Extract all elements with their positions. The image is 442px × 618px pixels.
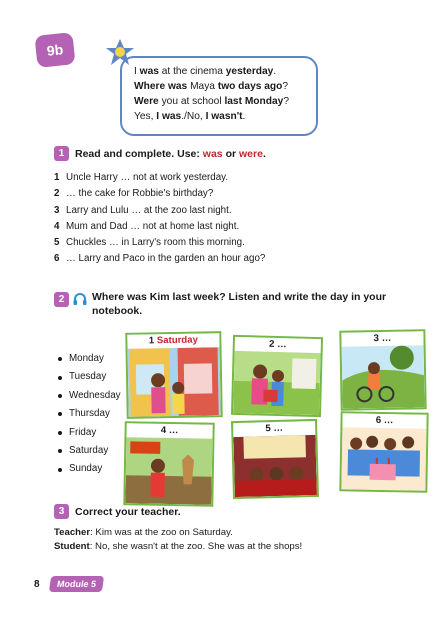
- item-number: 3: [54, 204, 60, 216]
- text: Where was Kim last week? Listen and write the day in your: [92, 291, 387, 303]
- list-item: [54, 170, 374, 186]
- picture-number: 3: [373, 333, 380, 345]
- text: Yes,: [134, 111, 157, 122]
- grammar-line-3: [134, 94, 308, 109]
- picture-number: 6: [375, 414, 382, 426]
- text: Read and complete. Use:: [75, 147, 203, 160]
- grammar-star-icon: [104, 37, 136, 69]
- text: yesterday: [225, 66, 274, 77]
- picture-label: [342, 413, 426, 428]
- day-item: Tuesday: [58, 368, 121, 386]
- lesson-number: 9b: [46, 41, 64, 59]
- exercise-1-title: [75, 148, 266, 160]
- exercise-number: 2: [54, 292, 69, 307]
- picture-day: …: [168, 424, 179, 437]
- text: was: [139, 66, 159, 77]
- picture-number: 5: [265, 423, 271, 435]
- text: ?: [283, 96, 289, 107]
- teacher-line: [54, 526, 302, 540]
- list-item: [54, 219, 374, 235]
- text: you at school: [158, 96, 225, 107]
- exercise-2-heading: [54, 290, 386, 318]
- list-item: [54, 251, 374, 267]
- text: I was: [156, 111, 182, 122]
- item-text: … Larry and Paco in the garden an hour ago?: [66, 253, 266, 265]
- text: or: [222, 147, 239, 160]
- text: notebook.: [92, 305, 143, 317]
- grammar-line-1: [134, 64, 308, 79]
- picture-day: …: [383, 414, 394, 427]
- keyword: were: [239, 147, 263, 160]
- text: Where was: [134, 81, 188, 92]
- list-item: [54, 186, 374, 202]
- list-item: [54, 235, 374, 251]
- exercise-3-heading: [54, 504, 181, 519]
- headphones-icon: [72, 291, 88, 307]
- picture-day: Saturday: [156, 334, 199, 347]
- item-text: Larry and Lulu … at the zoo last night.: [66, 204, 232, 216]
- picture-1-shops: [125, 331, 222, 419]
- day-item: Friday: [58, 424, 121, 442]
- picture-number: 4: [160, 424, 167, 436]
- day-item: Monday: [58, 350, 121, 368]
- picture-day: …: [276, 338, 287, 351]
- grammar-line-2: [134, 79, 308, 94]
- picture-6-party: [339, 411, 428, 493]
- student-line: [54, 540, 302, 554]
- exercise-3-title: Correct your teacher.: [75, 505, 181, 518]
- picture-label: [126, 423, 212, 438]
- picture-4-zoo: [123, 421, 214, 507]
- list-item: [54, 203, 374, 219]
- dialogue: [54, 526, 302, 553]
- speech-text: : Kim was at the zoo on Saturday.: [90, 527, 233, 538]
- picture-day: …: [273, 422, 284, 435]
- item-number: 5: [54, 237, 60, 249]
- picture-label: [235, 337, 321, 353]
- picture-number: 1: [148, 335, 155, 347]
- speaker-label: Student: [54, 540, 90, 552]
- item-number: 2: [54, 188, 60, 200]
- page-number: 8: [34, 578, 40, 590]
- exercise-number: 1: [54, 146, 69, 161]
- day-item: Thursday: [58, 405, 121, 423]
- text: Were: [134, 96, 159, 107]
- text: .: [262, 147, 266, 160]
- item-text: Chuckles … in Larry's room this morning.: [66, 237, 245, 249]
- speaker-label: Teacher: [54, 527, 91, 538]
- text: last Monday: [224, 96, 284, 107]
- day-item: Sunday: [58, 460, 121, 478]
- exercise-1-list: [54, 170, 374, 268]
- days-list: [58, 350, 121, 479]
- day-item: Wednesday: [58, 387, 121, 405]
- picture-label: [233, 421, 315, 437]
- picture-5-cinema: [231, 419, 319, 499]
- keyword: was: [202, 147, 223, 160]
- item-text: Mum and Dad … not at home last night.: [66, 220, 240, 232]
- exercise-number: 3: [54, 504, 69, 519]
- exercise-2-title: [92, 290, 386, 318]
- picture-2-birthday: [231, 335, 323, 417]
- text: .: [242, 111, 246, 122]
- text: ?: [282, 81, 289, 92]
- item-number: 4: [54, 220, 60, 232]
- day-item: Saturday: [58, 442, 121, 460]
- text: Maya: [187, 81, 218, 92]
- module-label: Module 5: [48, 576, 103, 592]
- text: .: [273, 66, 277, 77]
- lesson-badge: [34, 32, 75, 68]
- exercise-1-heading: [54, 146, 266, 161]
- picture-label: [127, 333, 219, 349]
- item-number: 1: [54, 172, 60, 183]
- picture-day: …: [381, 332, 392, 345]
- grammar-line-4: [134, 109, 308, 124]
- grammar-box: [120, 56, 318, 136]
- item-number: 6: [54, 253, 60, 265]
- page-footer: [34, 576, 103, 592]
- text: ./No,: [181, 111, 206, 122]
- text: I: [134, 66, 140, 77]
- picture-label: [341, 331, 423, 346]
- text: I wasn't: [205, 111, 243, 122]
- item-text: Uncle Harry … not at work yesterday.: [66, 172, 229, 183]
- text: at the cinema: [158, 66, 226, 77]
- picture-number: 2: [268, 338, 275, 350]
- item-text: … the cake for Robbie's birthday?: [66, 188, 214, 200]
- picture-3-park: [339, 329, 426, 410]
- speech-text: : No, she wasn't at the zoo. She was at the shops!: [89, 540, 303, 552]
- text: two days ago: [217, 81, 283, 92]
